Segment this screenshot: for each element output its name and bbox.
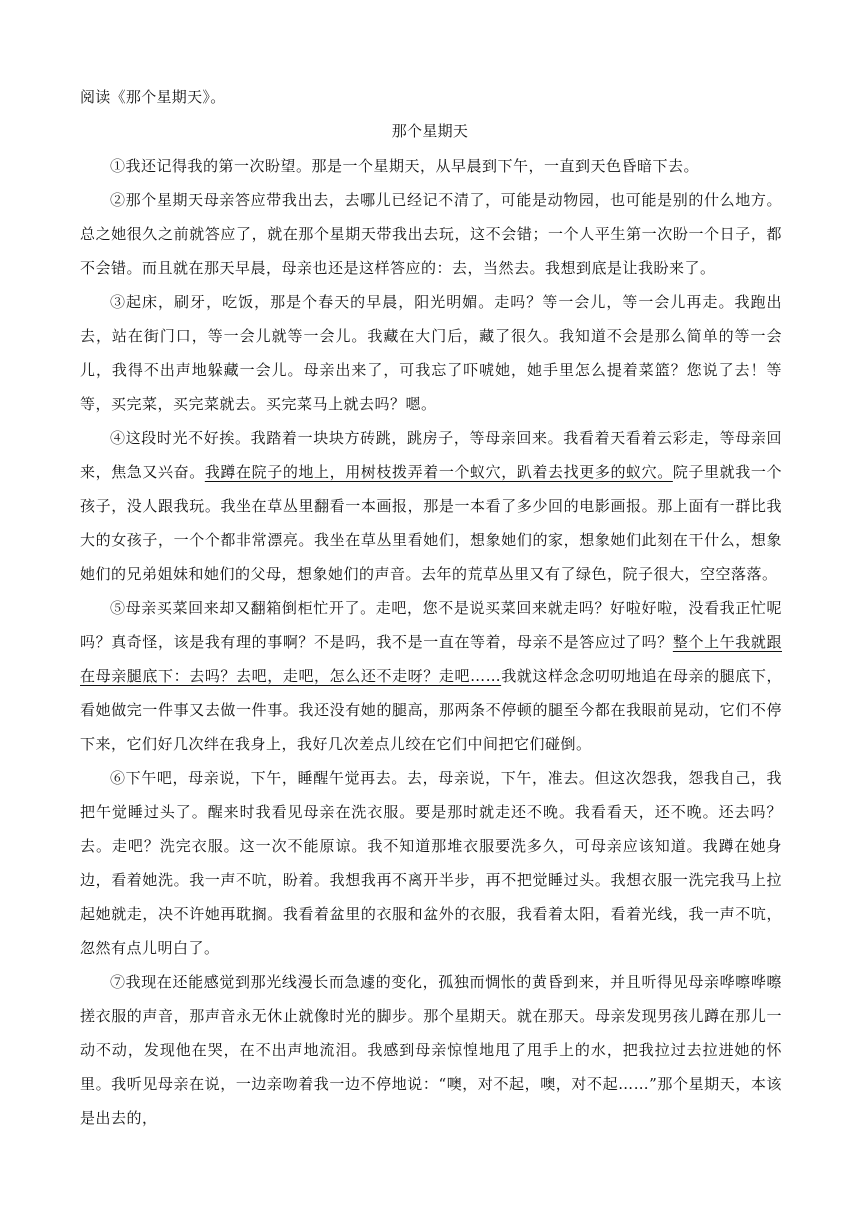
paragraph-text: ③起床，刷牙，吃饭，那是个春天的早晨，阳光明媚。走吗？等一会儿，等一会儿再走。我跑出去，站在街门口，等一会儿就等一会儿。我藏在大门后，藏了很久。我知道不会是那么简单的等一会儿，我得不出声地躲藏一会儿。母亲出来了，可我忘了吓唬她，她手里怎么提着菜篮？您说了去！等等，买完菜，买完菜就去。买完菜马上就去吗？嗯。 bbox=[80, 293, 782, 413]
paragraph-text: ①我还记得我的第一次盼望。那是一个星期天，从早晨到下午，一直到天色昏暗下去。 bbox=[110, 157, 700, 175]
paragraph-3 bbox=[80, 285, 782, 421]
underlined-sentence: 我蹲在院子的地上，用树枝拨弄着一个蚁穴，趴着去找更多的蚁穴。 bbox=[204, 463, 673, 481]
underlined-sentence: 整个上午我就跟在母亲腿底下：去吗？去吧，走吧，怎么还不走呀？走吧…… bbox=[80, 633, 782, 685]
paragraph-text: ②那个星期天母亲答应带我出去，去哪儿已经记不清了，可能是动物园，也可能是别的什么地方。总之她很久之前就答应了，就在那个星期天带我出去玩，这不会错；一个人平生第一次盼一个日子，都不会错。而且就在那天早晨，母亲也还是这样答应的：去，当然去。我想到底是让我盼来了。 bbox=[80, 191, 782, 277]
paragraph-text: ④这段时光不好挨。我踏着一块块方砖跳，跳房子，等母亲回来。我看着天看着云彩走，等母亲回来，焦急又兴奋。 bbox=[80, 429, 782, 481]
paragraph-1 bbox=[80, 149, 782, 183]
paragraph-2 bbox=[80, 183, 782, 285]
paragraph-text: ⑦我现在还能感觉到那光线漫长而急遽的变化，孤独而惆怅的黄昏到来，并且听得见母亲哗嚓哗嚓搓衣服的声音，那声音永无休止就像时光的脚步。那个星期天。就在那天。母亲发现男孩儿蹲在那儿一动不动，发现他在哭，在不出声地流泪。我感到母亲惊惶地甩了甩手上的水，把我拉过去拉进她的怀里。我听见母亲在说，一边亲吻着我一边不停地说：“噢，对不起，噢，对不起……”那个星期天，本该是出去的， bbox=[80, 973, 782, 1127]
paragraph-text: 院子里就我一个孩子，没人跟我玩。我坐在草丛里翻看一本画报，那是一本看了多少回的电影画报。那上面有一群比我大的女孩子，一个个都非常漂亮。我坐在草丛里看她们，想象她们的家，想象她们此刻在干什么，想象她们的兄弟姐妹和她们的父母，想象她们的声音。去年的荒草丛里又有了绿色，院子很大，空空落落。 bbox=[80, 463, 782, 583]
paragraph-text: ⑤母亲买菜回来却又翻箱倒柜忙开了。走吧，您不是说买菜回来就走吗？好啦好啦，没看我正忙呢吗？真奇怪，该是我有理的事啊？不是吗，我不是一直在等着，母亲不是答应过了吗？ bbox=[80, 599, 782, 651]
paragraph-text: 我就这样念念叨叨地追在母亲的腿底下，看她做完一件事又去做一件事。我还没有她的腿高，那两条不停顿的腿至今都在我眼前晃动，它们不停下来，它们好几次绊在我身上，我好几次差点儿绞在它们中间把它们碰倒。 bbox=[80, 667, 782, 753]
paragraph-6 bbox=[80, 761, 782, 965]
paragraph-text: ⑥下午吧，母亲说，下午，睡醒午觉再去。去，母亲说，下午，准去。但这次怨我，怨我自己，我把午觉睡过头了。醒来时我看见母亲在洗衣服。要是那时就走还不晚。我看看天，还不晚。还去吗？去。走吧？洗完衣服。这一次不能原谅。我不知道那堆衣服要洗多久，可母亲应该知道。我蹲在她身边，看着她洗。我一声不吭，盼着。我想我再不离开半步，再不把觉睡过头。我想衣服一洗完我马上拉起她就走，决不许她再耽搁。我看着盆里的衣服和盆外的衣服，我看着太阳，看着光线，我一声不吭，忽然有点儿明白了。 bbox=[80, 769, 782, 957]
paragraph-5 bbox=[80, 591, 782, 761]
reading-instruction: 阅读《那个星期天》。 bbox=[80, 88, 226, 106]
paragraph-7 bbox=[80, 965, 782, 1135]
article-title: 那个星期天 bbox=[391, 122, 469, 140]
paragraph-4 bbox=[80, 421, 782, 591]
